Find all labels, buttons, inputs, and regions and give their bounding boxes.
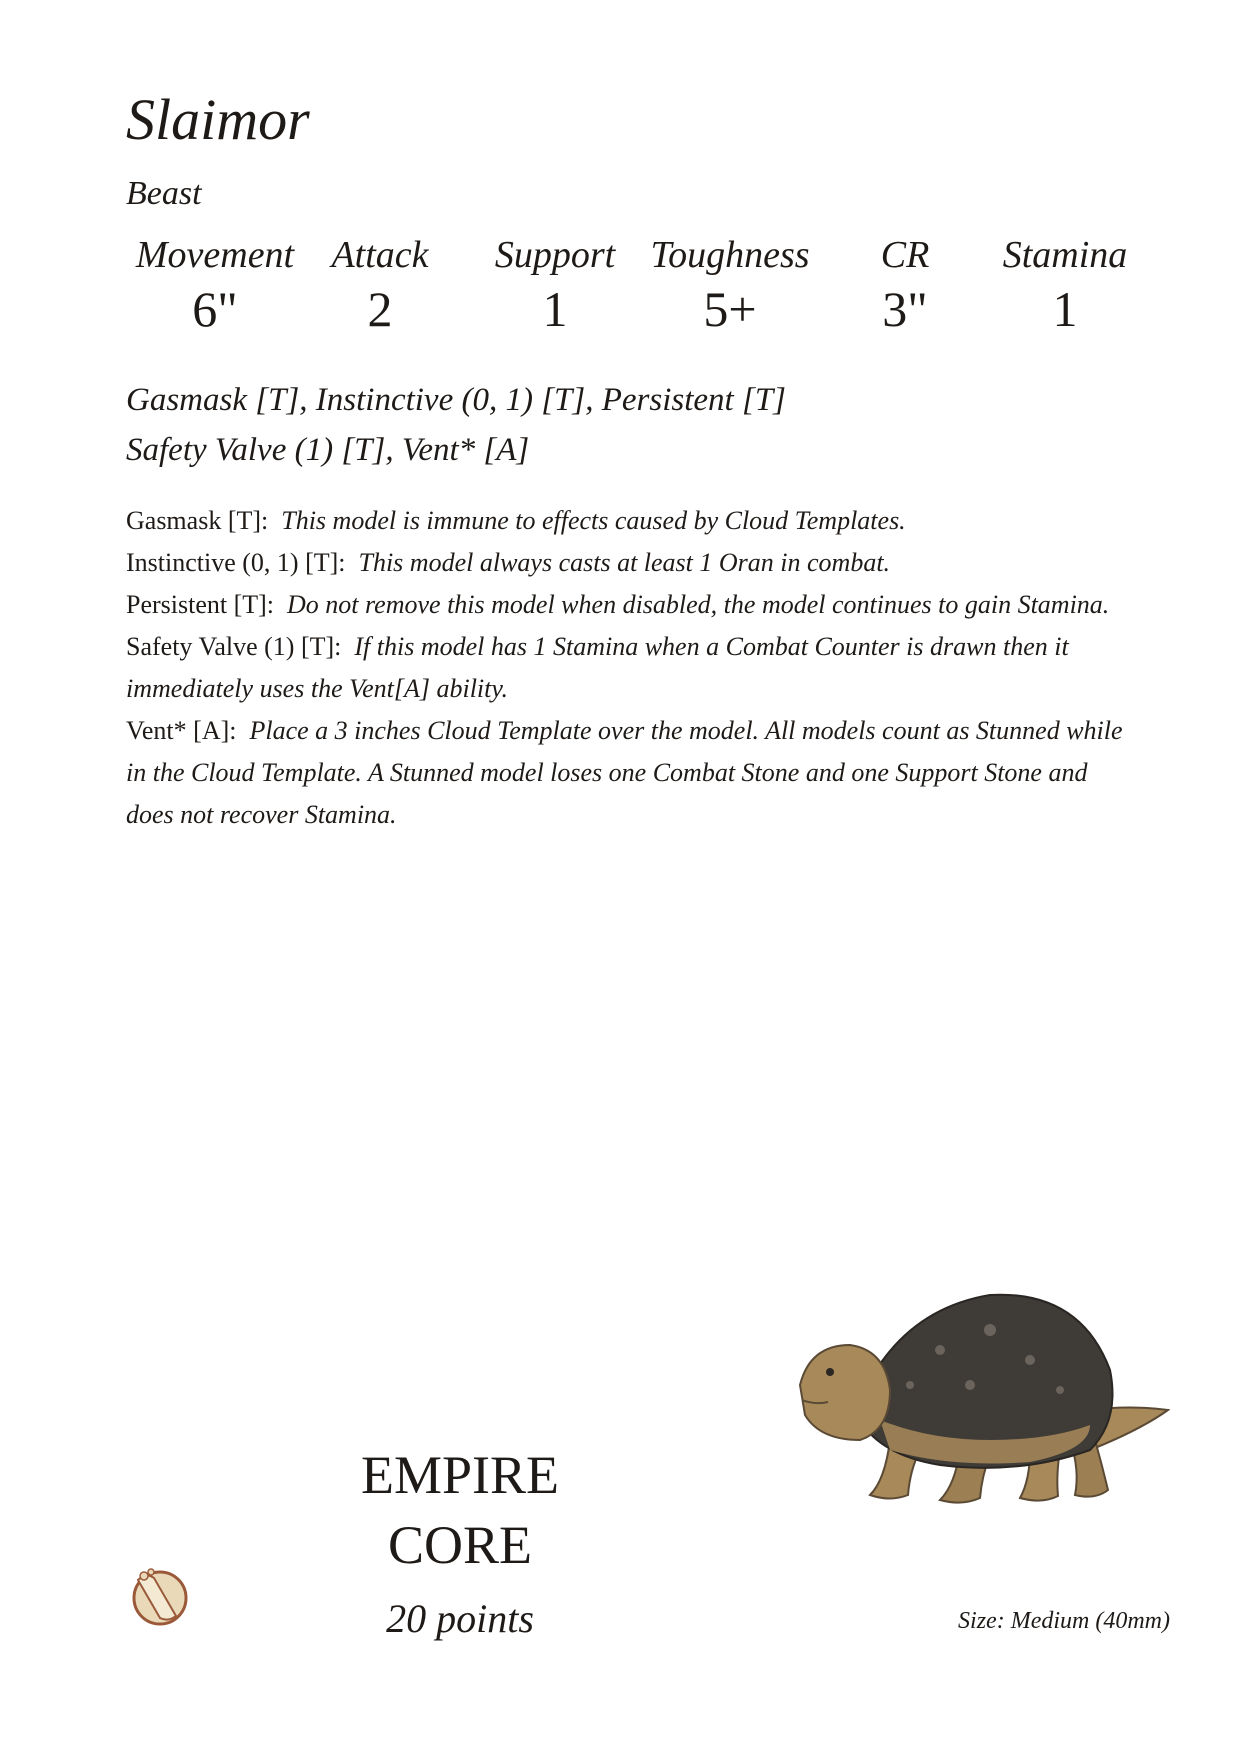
- faction-emblem-icon: [124, 1560, 194, 1630]
- rule-name: Instinctive (0, 1) [T]:: [126, 548, 346, 577]
- ability-line: Gasmask [T], Instinctive (0, 1) [T], Persistent [T]: [126, 382, 787, 418]
- stat-value: 3": [882, 281, 928, 337]
- stat-label: Support: [494, 234, 616, 276]
- ability-list: [126, 375, 786, 475]
- stat-label: Stamina: [1002, 234, 1128, 276]
- stat-label: Toughness: [650, 234, 810, 276]
- slaimor-creature-illustration: [790, 1290, 1170, 1510]
- ability-line: Safety Valve (1) [T], Vent* [A]: [126, 432, 530, 468]
- stat-value: 5+: [703, 281, 757, 337]
- stat-value: 6": [192, 281, 238, 337]
- points-cost: 20 points: [386, 1596, 534, 1641]
- rule-entry: [126, 542, 1126, 584]
- stat-attack: [285, 232, 475, 340]
- rule-text: If this model has 1 Stamina when a Combat Counter is drawn then it immediately uses the Vent[A] ability.: [126, 632, 1069, 703]
- rule-text: Do not remove this model when disabled, the model continues to gain Stamina.: [287, 590, 1110, 619]
- stat-toughness: [635, 232, 825, 340]
- rule-entry: [126, 500, 1126, 542]
- card-type: Beast: [126, 175, 202, 212]
- faction-name: EMPIRE: [360, 1445, 560, 1505]
- faction-category: CORE: [387, 1515, 533, 1575]
- rule-entry: [126, 626, 1126, 710]
- stat-support: [460, 232, 650, 340]
- rule-text: This model always casts at least 1 Oran in combat.: [358, 548, 891, 577]
- stat-movement: [120, 232, 310, 340]
- rule-name: Persistent [T]:: [126, 590, 275, 619]
- rule-name: Gasmask [T]:: [126, 506, 269, 535]
- rule-name: Safety Valve (1) [T]:: [126, 632, 342, 661]
- base-size: Size: Medium (40mm): [958, 1608, 1170, 1634]
- rules-text: [126, 500, 1126, 836]
- stat-value: 1: [1052, 281, 1078, 337]
- stat-label: CR: [880, 234, 930, 276]
- rule-entry: [126, 584, 1126, 626]
- rule-entry: [126, 710, 1126, 836]
- rule-text: This model is immune to effects caused by Cloud Templates.: [281, 506, 906, 535]
- faction-label: [300, 1440, 620, 1580]
- stat-value: 1: [542, 281, 568, 337]
- stat-value: 2: [367, 281, 393, 337]
- stat-label: Attack: [331, 234, 429, 276]
- card-title: Slaimor: [126, 87, 310, 152]
- stat-label: Movement: [135, 234, 295, 276]
- rule-name: Vent* [A]:: [126, 716, 237, 745]
- stat-stamina: [970, 232, 1160, 340]
- rule-text: Place a 3 inches Cloud Template over the model. All models count as Stunned while in the Cloud Template. A Stunned model loses one Combat Stone and one Support Stone and does not recover Stamina.: [126, 716, 1123, 829]
- stat-block: [120, 232, 1160, 352]
